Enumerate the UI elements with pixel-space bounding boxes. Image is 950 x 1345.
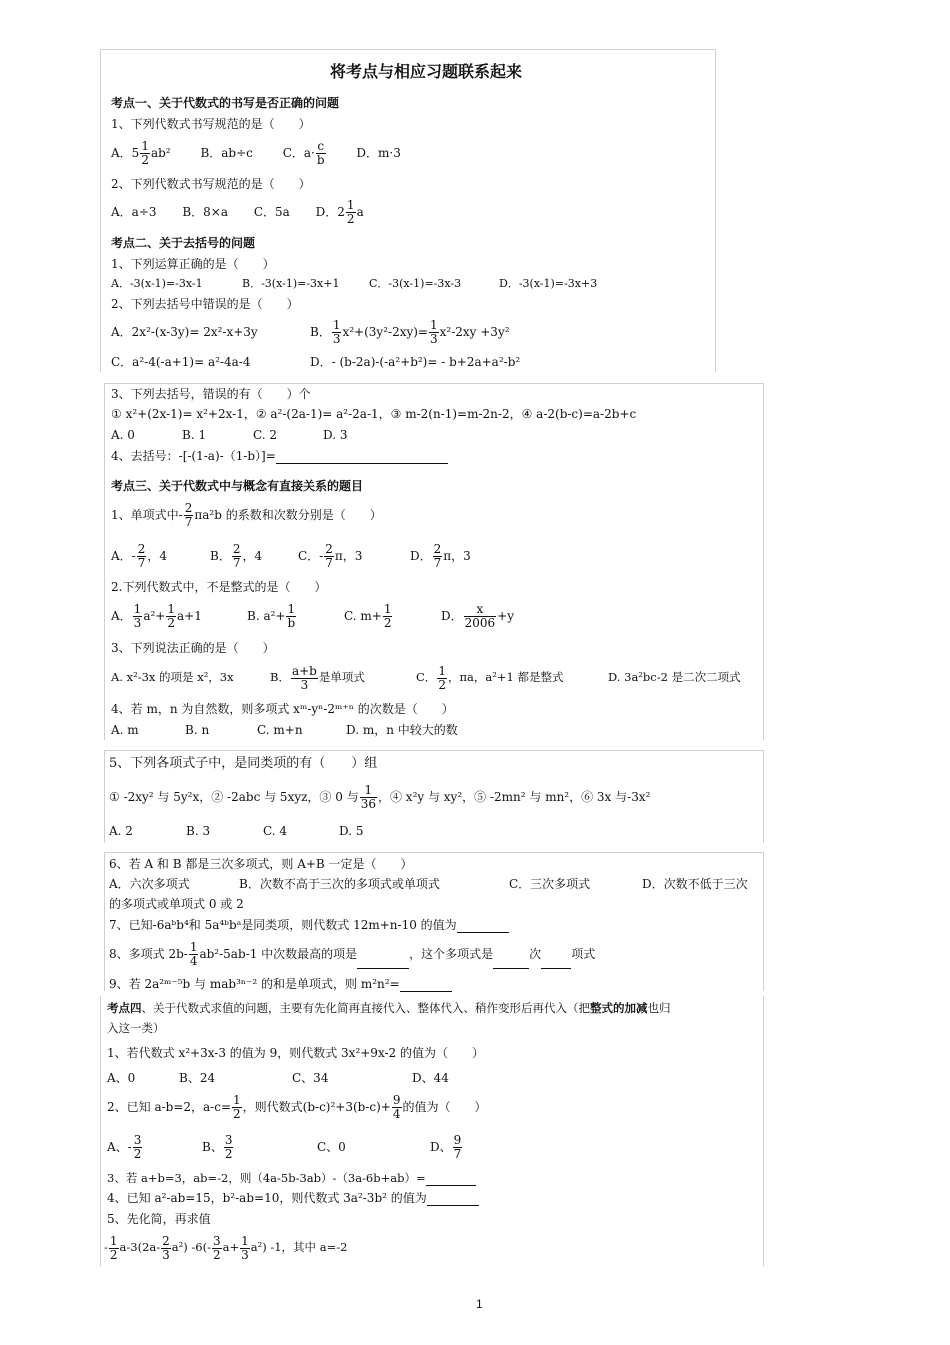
kp4-q5-stem: 5、先化简，再求值 xyxy=(107,1212,211,1226)
option-d: D．2 $\frac{1}{2}$ a xyxy=(315,198,364,226)
option-c: C．5a xyxy=(253,205,290,219)
option-c: C．a²-4(-a+1)= a²-4a-4 xyxy=(111,355,251,369)
kp2-heading: 考点二、关于去括号的问题 xyxy=(111,236,256,250)
kp3-q6-option-d-cont: 的多项式或单项式 0 或 2 xyxy=(109,897,244,911)
option-a: A．六次多项式 xyxy=(109,877,190,891)
option-c: C、0 xyxy=(317,1140,346,1154)
option-d: D. 3 xyxy=(323,428,348,442)
option-a: A、- $\frac{3}{2}$ xyxy=(107,1133,142,1161)
kp2-q3-stem: 3、下列去括号，错误的有（ ）个 xyxy=(111,387,311,401)
kp3-q1-options xyxy=(111,541,471,571)
kp3-q4-options xyxy=(111,722,458,738)
option-a: A．-3(x-1)=-3x-1 xyxy=(111,277,203,290)
kp4-q1-stem: 1、若代数式 x²+3x-3 的值为 9，则代数式 3x²+9x-2 的值为（ ） xyxy=(107,1046,485,1060)
kp3-q6-stem: 6、若 A 和 B 都是三次多项式，则 A+B 一定是（ ） xyxy=(109,857,413,871)
option-c: C．- $\frac{2}{7}$ π，3 xyxy=(298,542,363,570)
kp1-q2-stem: 2、下列代数式书写规范的是（ ） xyxy=(111,177,311,191)
kp2-q2-stem: 2、下列去括号中错误的是（ ） xyxy=(111,297,299,311)
kp2-q1-stem: 1、下列运算正确的是（ ） xyxy=(111,257,275,271)
kp3-heading: 考点三、关于代数式中与概念有直接关系的题目 xyxy=(111,479,364,493)
page-number: 1 xyxy=(476,1297,483,1311)
kp3-q5-options xyxy=(109,823,364,839)
kp3-q3-stem: 3、下列说法正确的是（ ） xyxy=(111,641,275,655)
option-c: C．a· $\frac{c}{b}$ xyxy=(282,139,325,167)
kp2-q2-row2 xyxy=(111,354,521,370)
kp4-heading-cont: 入这一类） xyxy=(107,1021,165,1035)
answer-blank[interactable] xyxy=(541,955,571,969)
kp3-q6-options xyxy=(109,876,748,892)
kp1-q1-stem: 1、下列代数式书写规范的是（ ） xyxy=(111,117,311,131)
option-d: D． $\frac{2}{7}$ π，3 xyxy=(410,542,471,570)
option-b: B． $\frac{a+b}{3}$ 是单项式 xyxy=(270,663,365,692)
option-b: B． $\frac{1}{3}$ x²+(3y²-2xy)= $\frac{1}{3}$ x²-2xy +3y² xyxy=(310,318,510,346)
option-c: C. m+n xyxy=(257,723,303,737)
page-title: 将考点与相应习题联系起来 xyxy=(330,62,523,81)
option-a: A．- $\frac{2}{7}$ ，4 xyxy=(111,542,168,570)
option-d: D．m·3 xyxy=(356,146,401,160)
option-d: D. 3a²bc-2 是二次二项式 xyxy=(608,670,741,684)
option-b: B．次数不高于三次的多项式或单项式 xyxy=(239,877,440,891)
option-a: A. 2 xyxy=(109,824,133,838)
option-d: D． $\frac{x}{2006}$ +y xyxy=(441,602,515,630)
kp2-q2-row1 xyxy=(111,317,510,347)
option-c: C. 2 xyxy=(253,428,278,442)
kp1-q1-options xyxy=(111,138,401,168)
kp3-q4-stem: 4、若 m，n 为自然数，则多项式 xᵐ-yⁿ-2ᵐ⁺ⁿ 的次数是（ ） xyxy=(111,702,454,716)
option-d: D. 5 xyxy=(339,824,364,838)
kp4-q3: 3、若 a+b=3，ab=-2，则（4a-5b-3ab）-（3a-6b+ab）= xyxy=(107,1170,476,1186)
option-c: C． $\frac{1}{2}$ ，πa，a²+1 都是整式 xyxy=(416,663,564,692)
option-d: D．次数不低于三次 xyxy=(642,877,748,891)
kp3-q5-items: ① -2xy² 与 5y²x，② -2abc 与 5xyz，③ 0 与 $\frac{1}{36}$ ，④ x²y 与 xy²，⑤ -2mn² 与 mn²，⑥ 3x 与-3x² xyxy=(109,783,651,811)
option-c: C．-3(x-1)=-3x-3 xyxy=(369,277,462,290)
kp3-q2-stem: 2.下列代数式中，不是整式的是（ ） xyxy=(111,580,327,594)
kp4-q5-expression: - $\frac{1}{2}$ a-3(2a- $\frac{2}{3}$ a²) -6(- $\frac{3}{2}$ a+ $\frac{1}{3}$ a²) -1，其中 a=-2 xyxy=(104,1233,348,1262)
kp3-q7: 7、已知-6aᵇb⁴和 5a⁴ᵇbᵃ是同类项，则代数式 12m+n-10 的值为 xyxy=(109,917,509,933)
answer-blank[interactable] xyxy=(427,1192,479,1206)
option-b: B. n xyxy=(185,723,210,737)
kp3-q2-options xyxy=(111,601,515,631)
kp1-heading: 考点一、关于代数式的书写是否正确的问题 xyxy=(111,96,340,110)
kp4-q1-options xyxy=(107,1070,449,1086)
kp4-heading: 考点四、关于代数式求值的问题，主要有先化简再直接代入、整体代入、稍作变形后再代入（把整式的加减也归 xyxy=(107,1001,671,1015)
kp3-q1-stem: 1、单项式中- $\frac{2}{7}$ πa²b 的系数和次数分别是（ ） xyxy=(111,501,382,529)
option-d: D、 $\frac{9}{7}$ xyxy=(430,1133,462,1161)
option-b: B. a²+ $\frac{1}{b}$ xyxy=(247,602,296,630)
option-a: A. 0 xyxy=(111,428,135,442)
option-c: C. 4 xyxy=(263,824,288,838)
option-a: A. m xyxy=(111,723,139,737)
option-d: D．- (b-2a)-(-a²+b²)= - b+2a+a²-b² xyxy=(310,355,521,369)
option-d: D、44 xyxy=(412,1071,449,1085)
option-b: B． $\frac{2}{7}$ ，4 xyxy=(210,542,263,570)
option-d: D．-3(x-1)=-3x+3 xyxy=(499,277,598,290)
kp2-q3-options xyxy=(111,427,348,443)
kp3-q9: 9、若 2a²ᵐ⁻⁵b 与 mab³ⁿ⁻² 的和是单项式，则 m²n²= xyxy=(109,976,452,992)
kp1-q2-options xyxy=(111,197,364,227)
answer-blank[interactable] xyxy=(493,955,529,969)
option-b: B、24 xyxy=(179,1071,216,1085)
answer-blank[interactable] xyxy=(457,919,509,933)
kp3-q8: 8、多项式 2b- $\frac{1}{4}$ ab²-5ab-1 中次数最高的项是 ，这个多项式是 次 项式 xyxy=(109,940,596,968)
option-a: A．5 $\frac{1}{2}$ ab² xyxy=(111,139,171,167)
kp3-q3-options xyxy=(111,662,741,692)
option-b: B. 3 xyxy=(186,824,211,838)
answer-blank[interactable] xyxy=(400,978,452,992)
option-b: B、 $\frac{3}{2}$ xyxy=(202,1133,233,1161)
answer-blank[interactable] xyxy=(426,1172,476,1186)
option-a: A、0 xyxy=(107,1071,136,1085)
option-b: B．-3(x-1)=-3x+1 xyxy=(242,277,340,290)
kp4-q4: 4、已知 a²-ab=15，b²-ab=10，则代数式 3a²-3b² 的值为 xyxy=(107,1190,479,1206)
option-b: B. 1 xyxy=(182,428,207,442)
answer-blank[interactable] xyxy=(276,450,448,464)
option-a: A. x²-3x 的项是 x²，3x xyxy=(111,670,234,684)
option-c: C．三次多项式 xyxy=(509,877,591,891)
answer-blank[interactable] xyxy=(357,955,409,969)
option-c: C. m+ $\frac{1}{2}$ xyxy=(344,602,392,630)
kp3-q5-stem: 5、下列各项式子中，是同类项的有（ ）组 xyxy=(109,756,378,771)
kp4-q2-options xyxy=(107,1132,462,1162)
option-b: B．ab÷c xyxy=(200,146,253,160)
option-a: A．2x²-(x-3y)= 2x²-x+3y xyxy=(111,325,258,339)
kp2-q1-options xyxy=(111,276,598,292)
kp4-q2-stem: 2、已知 a-b=2，a-c= $\frac{1}{2}$ ，则代数式(b-c)²+3(b-c)+ $\frac{9}{4}$ 的值为（ ） xyxy=(107,1093,487,1121)
option-d: D. m，n 中较大的数 xyxy=(346,723,458,737)
option-c: C、34 xyxy=(292,1071,329,1085)
option-a: A．a÷3 xyxy=(111,205,157,219)
kp2-q3-items: ① x²+(2x-1)= x²+2x-1，② a²-(2a-1)= a²-2a-1，③ m-2(n-1)=m-2n-2，④ a-2(b-c)=a-2b+c xyxy=(111,407,637,421)
kp2-q4: 4、去括号：-[-(1-a)-（1-b）]= xyxy=(111,448,448,464)
option-b: B．8×a xyxy=(182,205,229,219)
option-a: A． $\frac{1}{3}$ a²+ $\frac{1}{2}$ a+1 xyxy=(111,602,202,630)
